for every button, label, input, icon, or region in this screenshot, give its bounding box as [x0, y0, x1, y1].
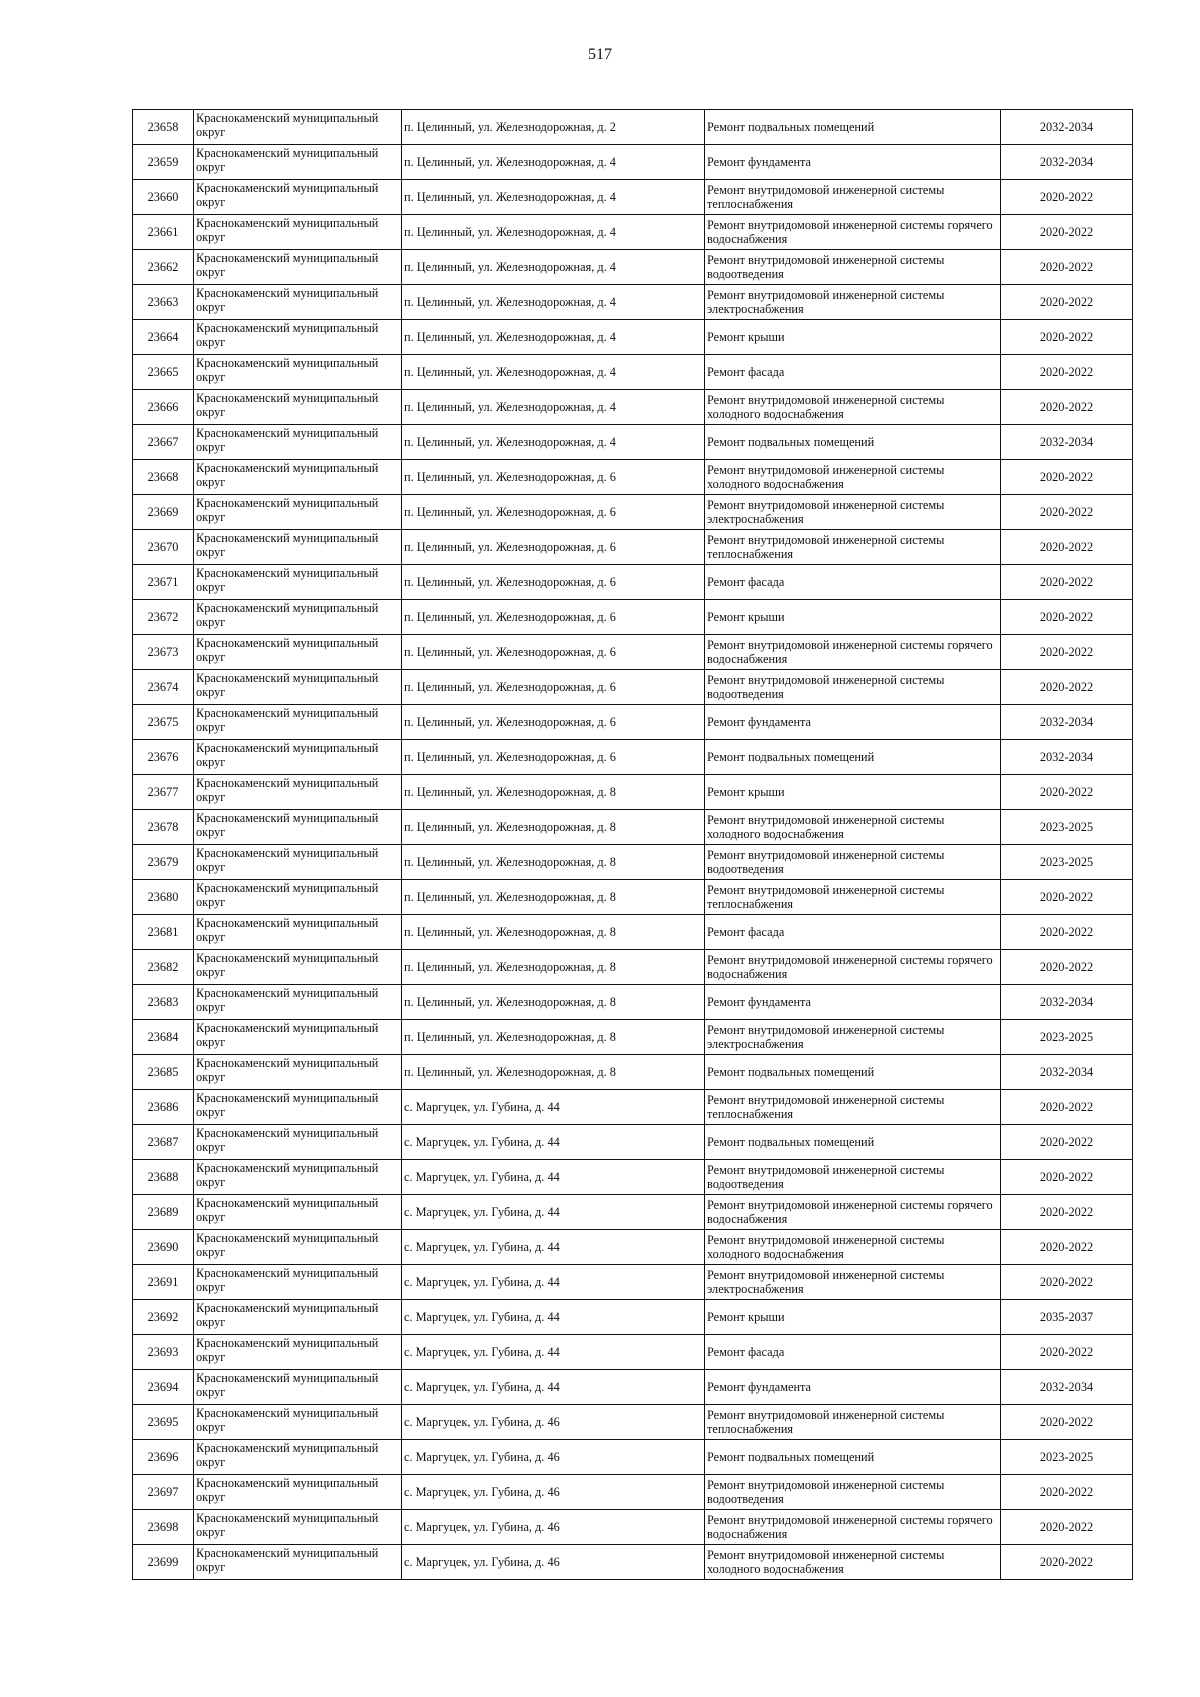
table-row: [133, 110, 1133, 145]
cell-address: п. Целинный, ул. Железнодорожная, д. 6: [402, 565, 705, 600]
cell-row-number: 23676: [133, 740, 194, 775]
cell-years: 2020-2022: [1001, 1475, 1133, 1510]
cell-row-number: 23690: [133, 1230, 194, 1265]
cell-municipality: Краснокаменский муниципальный округ: [194, 425, 402, 460]
table-row: [133, 670, 1133, 705]
repair-schedule-table: [132, 109, 1133, 1580]
cell-work-type: Ремонт подвальных помещений: [705, 425, 1001, 460]
cell-address: с. Маргуцек, ул. Губина, д. 46: [402, 1405, 705, 1440]
cell-work-type: Ремонт внутридомовой инженерной системы теплоснабжения: [705, 1405, 1001, 1440]
cell-years: 2032-2034: [1001, 145, 1133, 180]
cell-work-type: Ремонт внутридомовой инженерной системы горячего водоснабжения: [705, 1510, 1001, 1545]
cell-row-number: 23689: [133, 1195, 194, 1230]
cell-row-number: 23669: [133, 495, 194, 530]
cell-municipality: Краснокаменский муниципальный округ: [194, 635, 402, 670]
cell-years: 2020-2022: [1001, 775, 1133, 810]
cell-work-type: Ремонт внутридомовой инженерной системы электроснабжения: [705, 1265, 1001, 1300]
cell-years: 2020-2022: [1001, 915, 1133, 950]
cell-years: 2023-2025: [1001, 1440, 1133, 1475]
cell-municipality: Краснокаменский муниципальный округ: [194, 390, 402, 425]
cell-address: с. Маргуцек, ул. Губина, д. 44: [402, 1265, 705, 1300]
cell-address: п. Целинный, ул. Железнодорожная, д. 4: [402, 390, 705, 425]
cell-address: п. Целинный, ул. Железнодорожная, д. 6: [402, 600, 705, 635]
cell-row-number: 23691: [133, 1265, 194, 1300]
cell-years: 2020-2022: [1001, 1405, 1133, 1440]
cell-row-number: 23663: [133, 285, 194, 320]
cell-address: п. Целинный, ул. Железнодорожная, д. 4: [402, 355, 705, 390]
cell-work-type: Ремонт крыши: [705, 320, 1001, 355]
table-row: [133, 180, 1133, 215]
cell-municipality: Краснокаменский муниципальный округ: [194, 215, 402, 250]
cell-work-type: Ремонт внутридомовой инженерной системы водоотведения: [705, 250, 1001, 285]
cell-municipality: Краснокаменский муниципальный округ: [194, 460, 402, 495]
table-row: [133, 1475, 1133, 1510]
cell-address: п. Целинный, ул. Железнодорожная, д. 8: [402, 775, 705, 810]
cell-years: 2032-2034: [1001, 425, 1133, 460]
table-row: [133, 1090, 1133, 1125]
cell-years: 2020-2022: [1001, 880, 1133, 915]
cell-municipality: Краснокаменский муниципальный округ: [194, 810, 402, 845]
cell-address: п. Целинный, ул. Железнодорожная, д. 4: [402, 180, 705, 215]
cell-work-type: Ремонт внутридомовой инженерной системы холодного водоснабжения: [705, 460, 1001, 495]
cell-municipality: Краснокаменский муниципальный округ: [194, 705, 402, 740]
cell-years: 2020-2022: [1001, 285, 1133, 320]
cell-address: п. Целинный, ул. Железнодорожная, д. 6: [402, 495, 705, 530]
cell-address: п. Целинный, ул. Железнодорожная, д. 6: [402, 530, 705, 565]
cell-work-type: Ремонт фундамента: [705, 1370, 1001, 1405]
cell-work-type: Ремонт крыши: [705, 775, 1001, 810]
cell-municipality: Краснокаменский муниципальный округ: [194, 1335, 402, 1370]
cell-work-type: Ремонт крыши: [705, 1300, 1001, 1335]
cell-years: 2020-2022: [1001, 1335, 1133, 1370]
cell-row-number: 23668: [133, 460, 194, 495]
table-row: [133, 1545, 1133, 1580]
cell-row-number: 23683: [133, 985, 194, 1020]
cell-row-number: 23677: [133, 775, 194, 810]
cell-work-type: Ремонт внутридомовой инженерной системы горячего водоснабжения: [705, 950, 1001, 985]
cell-years: 2020-2022: [1001, 1545, 1133, 1580]
cell-years: 2020-2022: [1001, 495, 1133, 530]
cell-work-type: Ремонт подвальных помещений: [705, 1125, 1001, 1160]
table-body: [133, 110, 1133, 1580]
cell-years: 2020-2022: [1001, 1125, 1133, 1160]
cell-address: с. Маргуцек, ул. Губина, д. 44: [402, 1090, 705, 1125]
cell-row-number: 23678: [133, 810, 194, 845]
cell-years: 2020-2022: [1001, 390, 1133, 425]
cell-row-number: 23672: [133, 600, 194, 635]
cell-address: п. Целинный, ул. Железнодорожная, д. 8: [402, 950, 705, 985]
table-row: [133, 1020, 1133, 1055]
cell-row-number: 23664: [133, 320, 194, 355]
cell-address: п. Целинный, ул. Железнодорожная, д. 4: [402, 215, 705, 250]
table-row: [133, 740, 1133, 775]
cell-municipality: Краснокаменский муниципальный округ: [194, 985, 402, 1020]
cell-row-number: 23693: [133, 1335, 194, 1370]
cell-address: п. Целинный, ул. Железнодорожная, д. 6: [402, 705, 705, 740]
table-row: [133, 145, 1133, 180]
cell-municipality: Краснокаменский муниципальный округ: [194, 1300, 402, 1335]
cell-municipality: Краснокаменский муниципальный округ: [194, 110, 402, 145]
cell-work-type: Ремонт внутридомовой инженерной системы водоотведения: [705, 670, 1001, 705]
cell-work-type: Ремонт фасада: [705, 355, 1001, 390]
cell-municipality: Краснокаменский муниципальный округ: [194, 1545, 402, 1580]
table-row: [133, 425, 1133, 460]
cell-row-number: 23688: [133, 1160, 194, 1195]
table-row: [133, 320, 1133, 355]
cell-row-number: 23695: [133, 1405, 194, 1440]
cell-years: 2035-2037: [1001, 1300, 1133, 1335]
cell-row-number: 23665: [133, 355, 194, 390]
table-row: [133, 530, 1133, 565]
cell-address: с. Маргуцек, ул. Губина, д. 44: [402, 1335, 705, 1370]
table-row: [133, 1125, 1133, 1160]
cell-municipality: Краснокаменский муниципальный округ: [194, 495, 402, 530]
table-row: [133, 1230, 1133, 1265]
cell-address: с. Маргуцек, ул. Губина, д. 44: [402, 1160, 705, 1195]
cell-work-type: Ремонт внутридомовой инженерной системы горячего водоснабжения: [705, 215, 1001, 250]
cell-years: 2032-2034: [1001, 985, 1133, 1020]
cell-address: с. Маргуцек, ул. Губина, д. 46: [402, 1475, 705, 1510]
cell-address: с. Маргуцек, ул. Губина, д. 46: [402, 1440, 705, 1475]
cell-address: п. Целинный, ул. Железнодорожная, д. 8: [402, 1055, 705, 1090]
cell-municipality: Краснокаменский муниципальный округ: [194, 145, 402, 180]
cell-municipality: Краснокаменский муниципальный округ: [194, 250, 402, 285]
cell-address: п. Целинный, ул. Железнодорожная, д. 4: [402, 250, 705, 285]
cell-municipality: Краснокаменский муниципальный округ: [194, 845, 402, 880]
cell-row-number: 23660: [133, 180, 194, 215]
cell-years: 2023-2025: [1001, 845, 1133, 880]
cell-years: 2032-2034: [1001, 1370, 1133, 1405]
cell-row-number: 23694: [133, 1370, 194, 1405]
cell-address: п. Целинный, ул. Железнодорожная, д. 8: [402, 845, 705, 880]
cell-address: с. Маргуцек, ул. Губина, д. 44: [402, 1195, 705, 1230]
cell-municipality: Краснокаменский муниципальный округ: [194, 1125, 402, 1160]
cell-work-type: Ремонт внутридомовой инженерной системы водоотведения: [705, 1475, 1001, 1510]
table-row: [133, 390, 1133, 425]
cell-address: п. Целинный, ул. Железнодорожная, д. 6: [402, 460, 705, 495]
cell-address: п. Целинный, ул. Железнодорожная, д. 6: [402, 670, 705, 705]
cell-address: п. Целинный, ул. Железнодорожная, д. 8: [402, 915, 705, 950]
cell-municipality: Краснокаменский муниципальный округ: [194, 285, 402, 320]
cell-years: 2023-2025: [1001, 1020, 1133, 1055]
cell-work-type: Ремонт внутридомовой инженерной системы водоотведения: [705, 1160, 1001, 1195]
table-row: [133, 285, 1133, 320]
cell-years: 2020-2022: [1001, 1195, 1133, 1230]
table-row: [133, 985, 1133, 1020]
cell-row-number: 23661: [133, 215, 194, 250]
cell-address: с. Маргуцек, ул. Губина, д. 46: [402, 1510, 705, 1545]
table-row: [133, 1055, 1133, 1090]
table-row: [133, 845, 1133, 880]
cell-row-number: 23681: [133, 915, 194, 950]
cell-municipality: Краснокаменский муниципальный округ: [194, 740, 402, 775]
cell-row-number: 23686: [133, 1090, 194, 1125]
cell-years: 2032-2034: [1001, 110, 1133, 145]
cell-work-type: Ремонт внутридомовой инженерной системы теплоснабжения: [705, 1090, 1001, 1125]
cell-address: с. Маргуцек, ул. Губина, д. 44: [402, 1300, 705, 1335]
cell-row-number: 23659: [133, 145, 194, 180]
cell-municipality: Краснокаменский муниципальный округ: [194, 1405, 402, 1440]
page-number: 517: [588, 46, 612, 63]
cell-municipality: Краснокаменский муниципальный округ: [194, 1055, 402, 1090]
cell-years: 2020-2022: [1001, 600, 1133, 635]
cell-municipality: Краснокаменский муниципальный округ: [194, 1020, 402, 1055]
cell-work-type: Ремонт подвальных помещений: [705, 1055, 1001, 1090]
cell-work-type: Ремонт крыши: [705, 600, 1001, 635]
cell-work-type: Ремонт внутридомовой инженерной системы горячего водоснабжения: [705, 635, 1001, 670]
cell-work-type: Ремонт внутридомовой инженерной системы водоотведения: [705, 845, 1001, 880]
cell-address: с. Маргуцек, ул. Губина, д. 44: [402, 1370, 705, 1405]
cell-row-number: 23699: [133, 1545, 194, 1580]
cell-work-type: Ремонт фундамента: [705, 705, 1001, 740]
cell-years: 2020-2022: [1001, 320, 1133, 355]
cell-row-number: 23674: [133, 670, 194, 705]
cell-work-type: Ремонт внутридомовой инженерной системы горячего водоснабжения: [705, 1195, 1001, 1230]
table-row: [133, 705, 1133, 740]
cell-years: 2020-2022: [1001, 1510, 1133, 1545]
table-row: [133, 495, 1133, 530]
cell-work-type: Ремонт фундамента: [705, 985, 1001, 1020]
cell-row-number: 23682: [133, 950, 194, 985]
cell-municipality: Краснокаменский муниципальный округ: [194, 1510, 402, 1545]
table-row: [133, 1510, 1133, 1545]
table-row: [133, 1370, 1133, 1405]
table-row: [133, 950, 1133, 985]
cell-row-number: 23684: [133, 1020, 194, 1055]
cell-row-number: 23685: [133, 1055, 194, 1090]
cell-address: п. Целинный, ул. Железнодорожная, д. 4: [402, 285, 705, 320]
cell-years: 2020-2022: [1001, 565, 1133, 600]
cell-years: 2020-2022: [1001, 1265, 1133, 1300]
cell-row-number: 23680: [133, 880, 194, 915]
cell-row-number: 23698: [133, 1510, 194, 1545]
cell-work-type: Ремонт фасада: [705, 915, 1001, 950]
cell-municipality: Краснокаменский муниципальный округ: [194, 600, 402, 635]
cell-municipality: Краснокаменский муниципальный округ: [194, 565, 402, 600]
cell-work-type: Ремонт внутридомовой инженерной системы холодного водоснабжения: [705, 1545, 1001, 1580]
table-row: [133, 1265, 1133, 1300]
cell-address: с. Маргуцек, ул. Губина, д. 44: [402, 1230, 705, 1265]
cell-municipality: Краснокаменский муниципальный округ: [194, 530, 402, 565]
cell-row-number: 23662: [133, 250, 194, 285]
table-row: [133, 1195, 1133, 1230]
cell-years: 2020-2022: [1001, 950, 1133, 985]
cell-address: п. Целинный, ул. Железнодорожная, д. 6: [402, 740, 705, 775]
table-row: [133, 810, 1133, 845]
table-row: [133, 1405, 1133, 1440]
cell-municipality: Краснокаменский муниципальный округ: [194, 670, 402, 705]
cell-work-type: Ремонт внутридомовой инженерной системы электроснабжения: [705, 1020, 1001, 1055]
cell-years: 2020-2022: [1001, 180, 1133, 215]
cell-work-type: Ремонт внутридомовой инженерной системы холодного водоснабжения: [705, 390, 1001, 425]
cell-years: 2020-2022: [1001, 460, 1133, 495]
cell-municipality: Краснокаменский муниципальный округ: [194, 320, 402, 355]
cell-work-type: Ремонт подвальных помещений: [705, 740, 1001, 775]
cell-row-number: 23696: [133, 1440, 194, 1475]
cell-years: 2032-2034: [1001, 1055, 1133, 1090]
cell-work-type: Ремонт внутридомовой инженерной системы электроснабжения: [705, 285, 1001, 320]
table-row: [133, 1440, 1133, 1475]
cell-work-type: Ремонт внутридомовой инженерной системы электроснабжения: [705, 495, 1001, 530]
table-row: [133, 880, 1133, 915]
cell-address: п. Целинный, ул. Железнодорожная, д. 4: [402, 425, 705, 460]
cell-years: 2020-2022: [1001, 1160, 1133, 1195]
cell-address: п. Целинный, ул. Железнодорожная, д. 6: [402, 635, 705, 670]
cell-municipality: Краснокаменский муниципальный округ: [194, 1370, 402, 1405]
cell-row-number: 23697: [133, 1475, 194, 1510]
cell-municipality: Краснокаменский муниципальный округ: [194, 950, 402, 985]
cell-address: п. Целинный, ул. Железнодорожная, д. 8: [402, 1020, 705, 1055]
cell-municipality: Краснокаменский муниципальный округ: [194, 1230, 402, 1265]
cell-row-number: 23687: [133, 1125, 194, 1160]
cell-work-type: Ремонт фасада: [705, 1335, 1001, 1370]
cell-row-number: 23658: [133, 110, 194, 145]
cell-address: п. Целинный, ул. Железнодорожная, д. 4: [402, 320, 705, 355]
cell-row-number: 23667: [133, 425, 194, 460]
cell-row-number: 23675: [133, 705, 194, 740]
cell-row-number: 23671: [133, 565, 194, 600]
table-row: [133, 215, 1133, 250]
table-row: [133, 460, 1133, 495]
cell-work-type: Ремонт подвальных помещений: [705, 110, 1001, 145]
cell-work-type: Ремонт внутридомовой инженерной системы теплоснабжения: [705, 530, 1001, 565]
cell-municipality: Краснокаменский муниципальный округ: [194, 915, 402, 950]
cell-years: 2020-2022: [1001, 215, 1133, 250]
cell-years: 2020-2022: [1001, 670, 1133, 705]
cell-address: п. Целинный, ул. Железнодорожная, д. 8: [402, 880, 705, 915]
cell-municipality: Краснокаменский муниципальный округ: [194, 1195, 402, 1230]
cell-municipality: Краснокаменский муниципальный округ: [194, 775, 402, 810]
cell-work-type: Ремонт фасада: [705, 565, 1001, 600]
cell-row-number: 23670: [133, 530, 194, 565]
cell-row-number: 23692: [133, 1300, 194, 1335]
cell-years: 2032-2034: [1001, 740, 1133, 775]
cell-address: с. Маргуцек, ул. Губина, д. 44: [402, 1125, 705, 1160]
cell-years: 2020-2022: [1001, 1090, 1133, 1125]
cell-years: 2023-2025: [1001, 810, 1133, 845]
cell-years: 2020-2022: [1001, 530, 1133, 565]
table-row: [133, 355, 1133, 390]
cell-municipality: Краснокаменский муниципальный округ: [194, 1090, 402, 1125]
cell-row-number: 23673: [133, 635, 194, 670]
cell-work-type: Ремонт внутридомовой инженерной системы теплоснабжения: [705, 880, 1001, 915]
cell-work-type: Ремонт внутридомовой инженерной системы холодного водоснабжения: [705, 810, 1001, 845]
table-row: [133, 915, 1133, 950]
cell-municipality: Краснокаменский муниципальный округ: [194, 355, 402, 390]
cell-municipality: Краснокаменский муниципальный округ: [194, 1475, 402, 1510]
cell-municipality: Краснокаменский муниципальный округ: [194, 1440, 402, 1475]
table-row: [133, 1160, 1133, 1195]
table-row: [133, 775, 1133, 810]
cell-address: с. Маргуцек, ул. Губина, д. 46: [402, 1545, 705, 1580]
table-row: [133, 1335, 1133, 1370]
cell-years: 2020-2022: [1001, 355, 1133, 390]
cell-years: 2032-2034: [1001, 705, 1133, 740]
table-row: [133, 1300, 1133, 1335]
cell-address: п. Целинный, ул. Железнодорожная, д. 8: [402, 985, 705, 1020]
cell-address: п. Целинный, ул. Железнодорожная, д. 4: [402, 145, 705, 180]
cell-row-number: 23679: [133, 845, 194, 880]
cell-years: 2020-2022: [1001, 1230, 1133, 1265]
cell-work-type: Ремонт внутридомовой инженерной системы теплоснабжения: [705, 180, 1001, 215]
table-row: [133, 600, 1133, 635]
cell-work-type: Ремонт подвальных помещений: [705, 1440, 1001, 1475]
cell-address: п. Целинный, ул. Железнодорожная, д. 8: [402, 810, 705, 845]
table-row: [133, 250, 1133, 285]
cell-work-type: Ремонт фундамента: [705, 145, 1001, 180]
cell-municipality: Краснокаменский муниципальный округ: [194, 1160, 402, 1195]
cell-row-number: 23666: [133, 390, 194, 425]
cell-municipality: Краснокаменский муниципальный округ: [194, 880, 402, 915]
cell-address: п. Целинный, ул. Железнодорожная, д. 2: [402, 110, 705, 145]
cell-municipality: Краснокаменский муниципальный округ: [194, 1265, 402, 1300]
cell-municipality: Краснокаменский муниципальный округ: [194, 180, 402, 215]
cell-years: 2020-2022: [1001, 635, 1133, 670]
cell-years: 2020-2022: [1001, 250, 1133, 285]
table-row: [133, 565, 1133, 600]
cell-work-type: Ремонт внутридомовой инженерной системы холодного водоснабжения: [705, 1230, 1001, 1265]
table-row: [133, 635, 1133, 670]
